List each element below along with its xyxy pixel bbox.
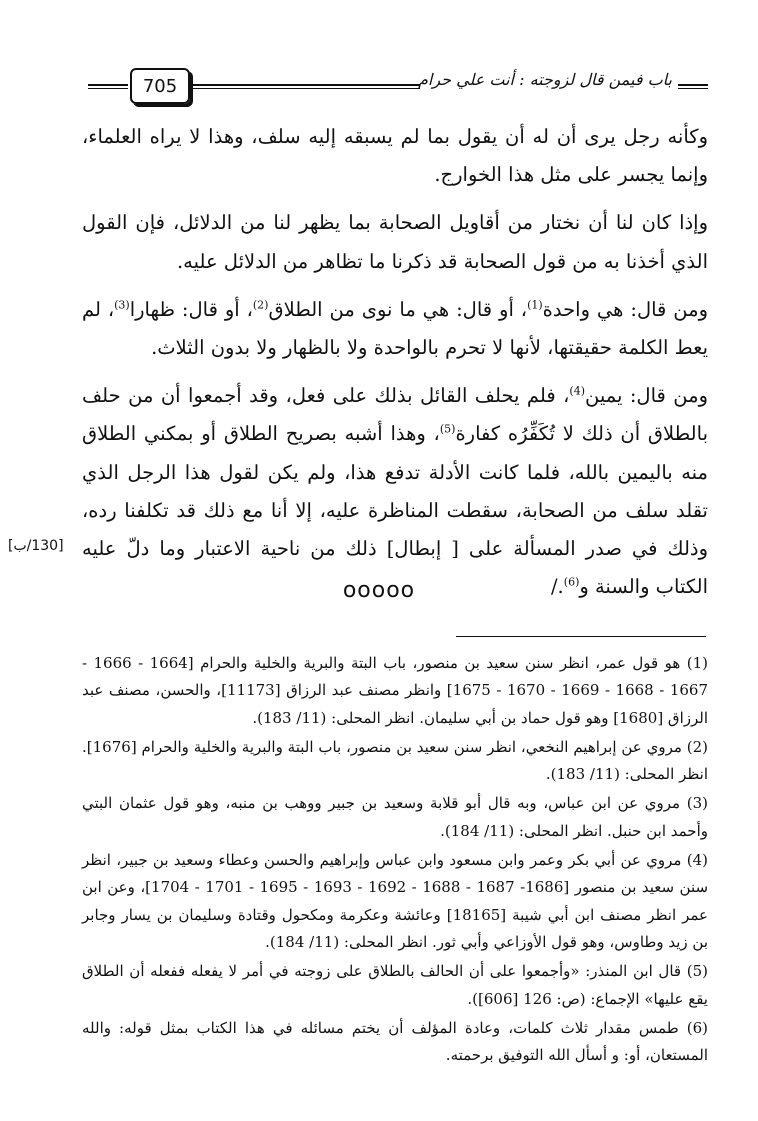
paragraph-3-part-a: ومن قال: هي واحدة [542,297,708,321]
paragraph-3 [82,291,708,367]
footnote-ref-3[interactable]: (3) [114,298,130,312]
paragraph-2 [82,204,708,280]
header-rule-middle [190,84,420,89]
main-text [82,118,708,606]
paragraph-4-part-b: ، فلم يحلف القائل بذلك على فعل، وقد أجمعوا أن من حلف بالطلاق أن ذلك لا تُكَفِّرُه كفارة [82,384,708,446]
paragraph-4-part-d: ./ [550,575,564,599]
footnote-3: (3) مروي عن ابن عباس، وبه قال أبو قلابة وسعيد بن جبير ووهب بن منبه، وهو قول عثمان البتي وأحمد ابن حنبل. انظر المحلى: (11/ 184). [82,794,708,840]
paragraph-4-part-c: ، وهذا أشبه بصريح الطلاق أو بمكني الطلاق منه باليمين بالله، فلما كانت الأدلة تدفع هذا، ولم يكن لقول هذا الرجل الذي تقلد سلف من الصحابة، سقطت المناظرة عليه، إلا أنا مع ذلك قد تكلفنا رده، وذلك في صدر المسألة على [ إبطال] ذلك من ناحية الاعتبار وما دلّ عليه الكتاب والسنة و [82,422,708,599]
footnote-ref-6[interactable]: (6) [563,575,580,589]
paragraph-4-part-a: ومن قال: يمين [584,384,708,408]
page-number: 705 [130,68,190,104]
paragraph-4 [82,377,708,606]
footnote-ref-4[interactable]: (4) [569,384,585,398]
header-rule-right [678,84,708,89]
running-title: باب فيمن قال لزوجته : أنت علي حرام [417,70,672,89]
paragraph-1-text: وكأنه رجل يرى أن له أن يقول بما لم يسبقه إليه سلف، وهذا لا يراه العلماء، وإنما يجسر على مثل هذا الخوارج. [82,125,708,187]
paragraph-2-text: وإذا كان لنا أن نختار من أقاويل الصحابة بما يظهر لنا من الدلائل، فإن القول الذي أخذنا به من قول الصحابة قد ذكرنا ما تظاهر من الدلائل عليه. [82,211,708,273]
paragraph-3-part-c: ، أو قال: ظهارا [129,297,253,321]
page-header [88,62,708,112]
footnote-2: (2) مروي عن إبراهيم النخعي، انظر سنن سعيد بن منصور، باب البتة والبرية والخلية والحرام [1676]. انظر المحلى: (11/ 183). [82,737,708,784]
paragraph-1 [82,118,708,194]
footnote-ref-1[interactable]: (1) [527,298,543,312]
footnote-4: (4) مروي عن أبي بكر وعمر وابن مسعود وابن عباس وإبراهيم والحسن وعطاء وسعيد بن جبير، انظر سنن سعيد بن منصور [1686- 1687 - 1688 - 1692 - 1693 - 1695 - 1701 - 1704]، وعن ابن عمر انظر مصنف ابن أبي شيبة [18165] وعائشة وعكرمة ومكحول وقتادة وسليمان بن يسار وجابر بن زيد وطاوس، وهو قول الأوزاعي وأبي ثور. انظر المحلى: (11/ 184). [82,851,709,951]
manuscript-folio-note: [130/ب] [8,538,64,554]
section-separator: ooooo [342,578,416,603]
footnote-6: (6) طمس مقدار ثلاث كلمات، وعادة المؤلف أن يختم مسائله في هذا الكتاب بمثل قوله: والله المستعان، أو: و أسأل الله التوفيق برحمته. [82,1018,708,1065]
footnote-divider [456,636,706,637]
header-rule-left [88,84,128,89]
paragraph-3-part-d: ، لم يعط الكلمة حقيقتها، لأنها لا تحرم بالواحدة ولا بالظهار ولا بدون الثلاث. [82,297,708,360]
paragraph-3-part-b: ، أو قال: هي ما نوى من الطلاق [268,297,528,321]
footnote-1: (1) هو قول عمر، انظر سنن سعيد بن منصور، باب البتة والبرية والخلية والحرام [1664 - 1666 - 1667 - 1668 - 1669 - 1670 - 1675] وانظر مصنف عبد الرزاق [11173]، والحسن، مصنف عبد الرزاق [1680] وهو قول حماد بن أبي سليمان. انظر المحلى: (11/ 183). [82,654,709,727]
footnotes [82,650,708,1071]
footnote-ref-5[interactable]: (5) [439,422,456,436]
footnote-5: (5) قال ابن المنذر: «وأجمعوا على أن الحالف بالطلاق على زوجته في أمر لا يفعله ففعله أن الطلاق يقع عليها» الإجماع: (ص: 126 [606]). [82,962,708,1008]
footnote-ref-2[interactable]: (2) [252,298,269,312]
